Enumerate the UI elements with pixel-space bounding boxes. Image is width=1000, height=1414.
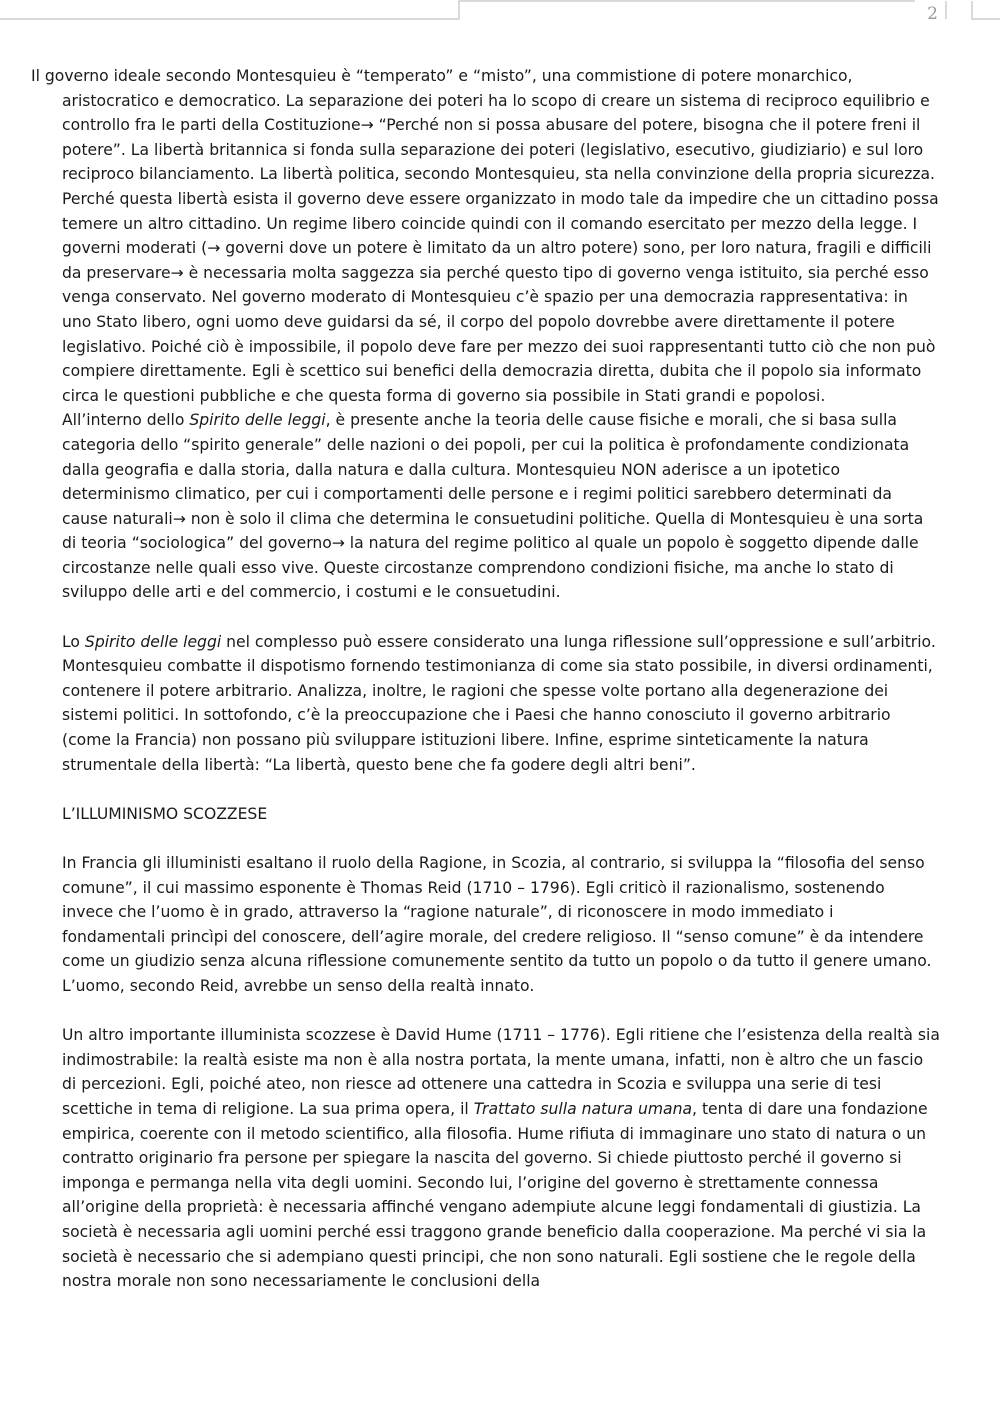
document-body: [31, 64, 940, 1294]
spacer: [62, 605, 940, 630]
spacer: [62, 777, 940, 802]
section-heading: L’ILLUMINISMO SCOZZESE: [62, 804, 268, 823]
paragraph-spirit-of-laws-oppression: Lo Spirito delle leggi nel complesso può essere considerato una lunga riflessione sull’oppressione e sull’arbitrio. Montesquieu combatte il dispotismo fornendo testimonianza di come sia stato possibile, in diversi ordinamenti, contenere il potere arbitrario. Analizza, inoltre, le ragioni che spesse volte portano alla degenerazione dei sistemi politici. In sottofondo, c’è la preoccupazione che i Paesi che hanno conosciuto il governo arbitrario (come la Francia) non possano più sviluppare istituzioni libere. Infine, esprime sinteticamente la natura strumentale della libertà: “La libertà, questo bene che fa godere degli altri beni”.: [62, 632, 936, 774]
page-header: [0, 0, 1000, 24]
book-title: Spirito delle leggi: [84, 632, 222, 651]
book-title: Spirito delle leggi: [189, 411, 326, 430]
paragraph-hume: Un altro importante illuminista scozzese è David Hume (1711 – 1776). Egli ritiene che l’esistenza della realtà sia indimostrabile: la realtà esiste ma non è alla nostra portata, la mente umana, infatti, non è altro che un fascio di percezioni. Egli, poiché ateo, non riesce ad ottenere una cattedra in Scozia e sviluppa una serie di tesi scettiche in tema di religione. La sua prima opera, il Trattato sulla natura umana, tenta di dare una fondazione empirica, coerente con il metodo scientifico, alla filosofia. Hume rifiuta di immaginare uno stato di natura o un contratto originario fra persone per spiegare la nascita del governo. Si chiede piuttosto perché il governo si imponga e permanga nella vita degli uomini. Secondo lui, l’origine del governo è strettamente connessa all’origine della proprietà: è necessaria affinché vengano adempiute alcune leggi fondamentali di giustizia. La società è necessaria agli uomini perché essi traggono grande beneficio dalla cooperazione. Ma perché vi sia la società è necessario che si adempiano questi principi, che non sono naturali. Egli sostiene che le regole della nostra morale non sono necessariamente le conclusioni della: [62, 1026, 940, 1291]
spacer: [62, 826, 940, 851]
paragraph-reid: In Francia gli illuministi esaltano il ruolo della Ragione, in Scozia, al contrario, si sviluppa la “filosofia del senso comune”, il cui massimo esponente è Thomas Reid (1710 – 1796). Egli criticò il razionalismo, sostenendo invece che l’uomo è in grado, attraverso la “ragione naturale”, di riconoscere in modo immediato i fondamentali princìpi del conoscere, dell’agire morale, del credere religioso. Il “senso comune” è da intendere come un giudizio senza alcuna riflessione comunemente sentito da tutto un popolo o da tutto il genere umano. L’uomo, secondo Reid, avrebbe un senso della realtà innato.: [62, 854, 932, 995]
header-rule: [0, 0, 1000, 24]
page-number: 2: [927, 4, 938, 24]
paragraph-spirit-of-laws-causes: All’interno dello Spirito delle leggi, è presente anche la teoria delle cause fisiche e morali, che si basa sulla categoria dello “spirito generale” delle nazioni o dei popoli, per cui la politica è profondamente condizionata dalla geografia e dalla storia, dalla natura e dalla cultura. Montesquieu NON aderisce a un ipotetico determinismo climatico, per cui i comportamenti delle persone e i regimi politici sarebbero determinati da cause naturali→ non è solo il clima che determina le consuetudini politiche. Quella di Montesquieu è una sorta di teoria “sociologica” del governo→ la natura del regime politico al quale un popolo è soggetto dipende dalle circostanze nelle quali esso vive. Queste circostanze comprendono condizioni fisiche, ma anche lo stato di sviluppo delle arti e del commercio, i costumi e le consuetudini.: [62, 411, 924, 602]
spacer: [62, 999, 940, 1024]
book-title: Trattato sulla natura umana: [473, 1099, 693, 1118]
paragraph-montesquieu-government: Il governo ideale secondo Montesquieu è “temperato” e “misto”, una commistione di potere monarchico, aristocratico e democratico. La separazione dei poteri ha lo scopo di creare un sistema di reciproco equilibrio e controllo fra le parti della Costituzione→ “Perché non si possa abusare del potere, bisogna che il potere freni il potere”. La libertà britannica si fonda sulla separazione dei poteri (legislativo, esecutivo, giudiziario) e sul loro reciproco bilanciamento. La libertà politica, secondo Montesquieu, sta nella convinzione della propria sicurezza. Perché questa libertà esista il governo deve essere organizzato in modo tale da impedire che un cittadino possa temere un altro cittadino. Un regime libero coincide quindi con il comando esercitato per mezzo della legge. I governi moderati (→ governi dove un potere è limitato da un altro potere) sono, per loro natura, fragili e difficili da preservare→ è necessaria molta saggezza sia perché questo tipo di governo venga istituito, sia perché esso venga conservato. Nel governo moderato di Montesquieu c’è spazio per una democrazia rappresentativa: in uno Stato libero, ogni uomo deve guidarsi da sé, il corpo del popolo dovrebbe avere direttamente il potere legislativo. Poiché ciò è impossibile, il popolo deve fare per mezzo dei suoi rappresentanti tutto ciò che non può compiere direttamente. Egli è scettico sui benefici della democrazia diretta, dubita che il popolo sia informato circa le questioni pubbliche e che questa forma di governo sia possibile in Stati grandi e popolosi.: [31, 67, 939, 405]
